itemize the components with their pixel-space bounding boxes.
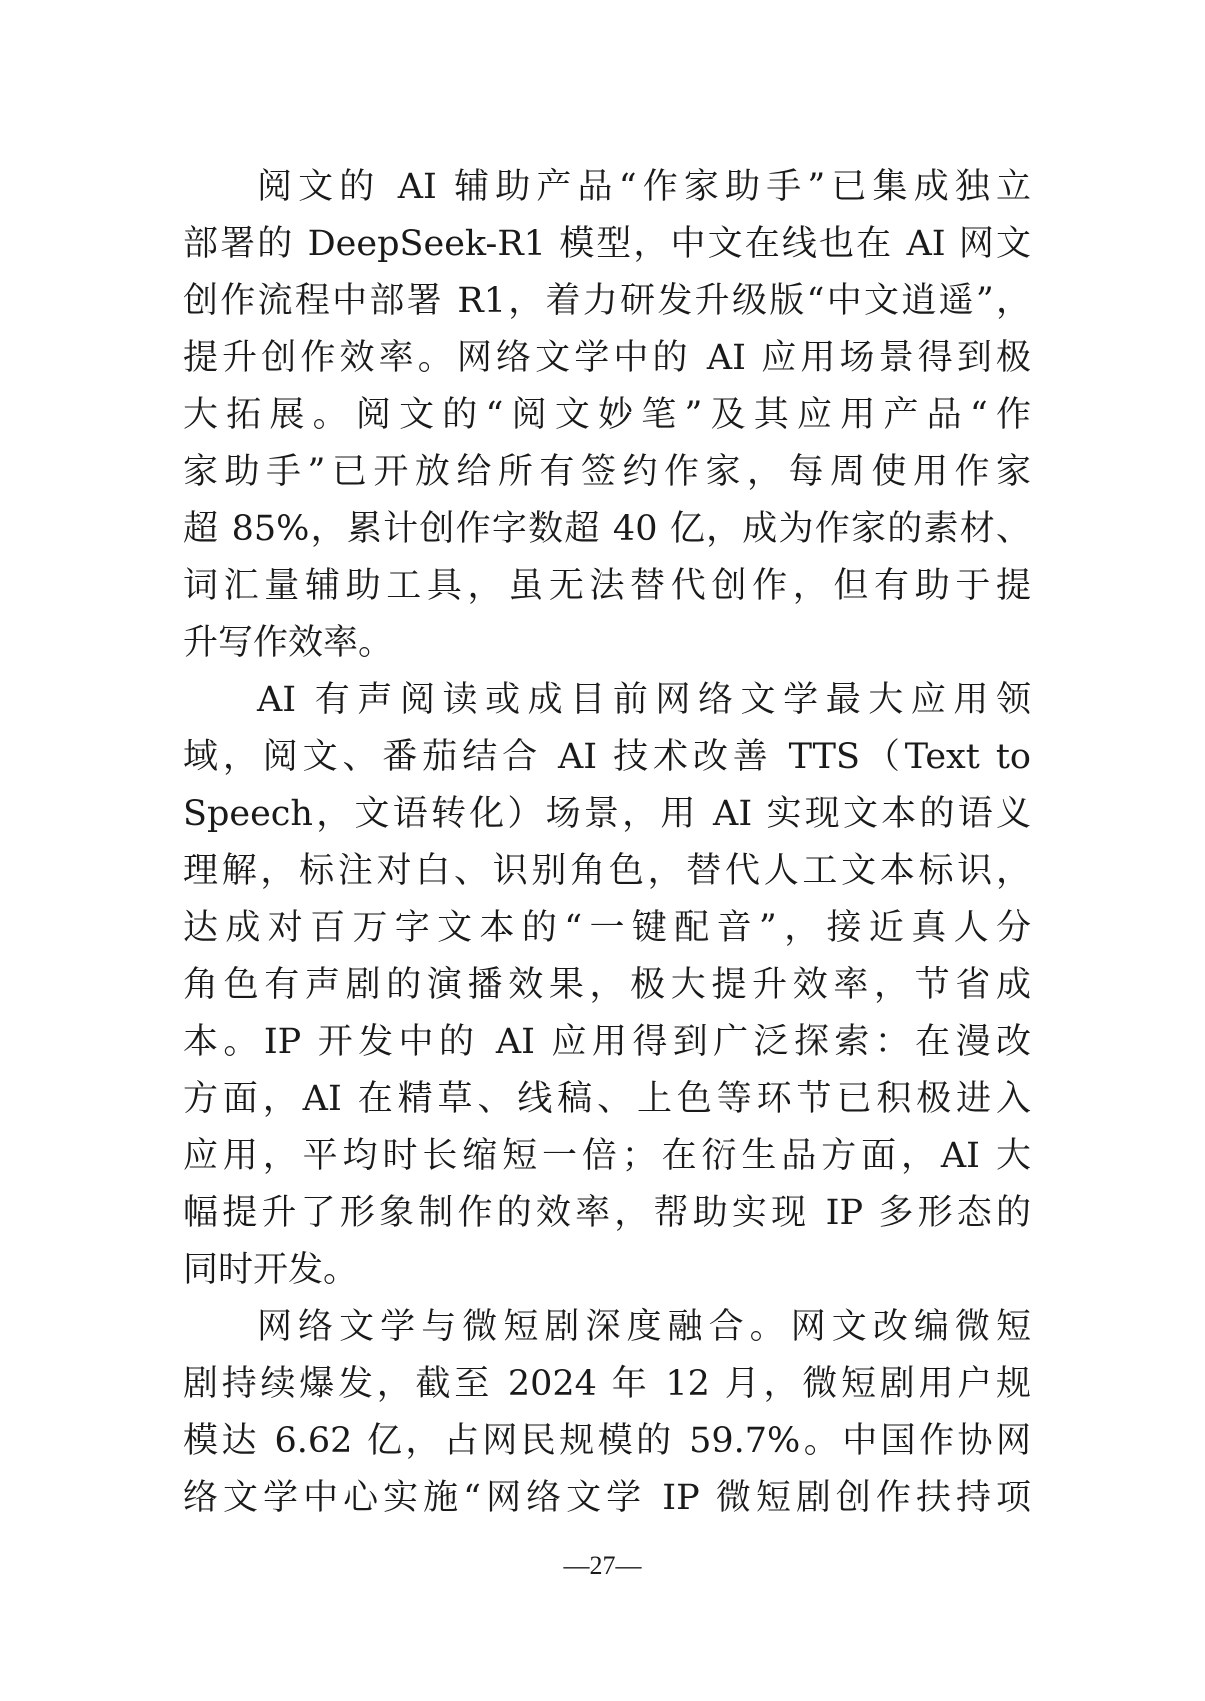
paragraph-2-line-7: 本。IP 开发中的 AI 应用得到广泛探索：在漫改 [183,1022,1031,1062]
paragraph-2-line-11: 同时开发。 [183,1250,359,1290]
paragraph-1-line-1: 阅文的 AI 辅助产品“作家助手”已集成独立 [257,167,1031,207]
paragraph-1-line-7: 超 85%，累计创作字数超 40 亿，成为作家的素材、 [183,509,1031,549]
paragraph-3-line-4: 络文学中心实施“网络文学 IP 微短剧创作扶持项 [183,1478,1031,1518]
paragraph-1-line-4: 提升创作效率。网络文学中的 AI 应用场景得到极 [183,338,1031,378]
paragraph-3-line-3: 模达 6.62 亿，占网民规模的 59.7%。中国作协网 [183,1421,1031,1461]
paragraph-2-line-10: 幅提升了形象制作的效率，帮助实现 IP 多形态的 [183,1193,1031,1233]
paragraph-1-line-5: 大拓展。阅文的“阅文妙笔”及其应用产品“作 [183,395,1031,435]
paragraph-1-line-3: 创作流程中部署 R1，着力研发升级版“中文逍遥”， [183,281,1031,321]
paragraph-1-line-9: 升写作效率。 [183,623,394,663]
paragraph-1-line-8: 词汇量辅助工具，虽无法替代创作，但有助于提 [183,566,1031,606]
paragraph-2-line-1: AI 有声阅读或成目前网络文学最大应用领 [257,680,1031,720]
paragraph-2-line-3: Speech，文语转化）场景，用 AI 实现文本的语义 [183,794,1031,834]
paragraph-3-line-2: 剧持续爆发，截至 2024 年 12 月，微短剧用户规 [183,1364,1031,1404]
page-number: —27— [563,1551,642,1580]
paragraph-2-line-9: 应用，平均时长缩短一倍；在衍生品方面，AI 大 [183,1136,1031,1176]
paragraph-2-line-6: 角色有声剧的演播效果，极大提升效率，节省成 [183,965,1031,1005]
paragraph-2-line-2: 域，阅文、番茄结合 AI 技术改善 TTS（Text to [183,737,1031,777]
paragraph-2-line-4: 理解，标注对白、识别角色，替代人工文本标识， [183,851,1031,891]
paragraph-1-line-6: 家助手”已开放给所有签约作家，每周使用作家 [183,452,1031,492]
paragraph-2-line-8: 方面，AI 在精草、线稿、上色等环节已积极进入 [183,1079,1031,1119]
paragraph-2-line-5: 达成对百万字文本的“一键配音”，接近真人分 [183,908,1031,948]
paragraph-3-line-1: 网络文学与微短剧深度融合。网文改编微短 [257,1307,1031,1347]
paragraph-1-line-2: 部署的 DeepSeek-R1 模型，中文在线也在 AI 网文 [183,224,1031,264]
